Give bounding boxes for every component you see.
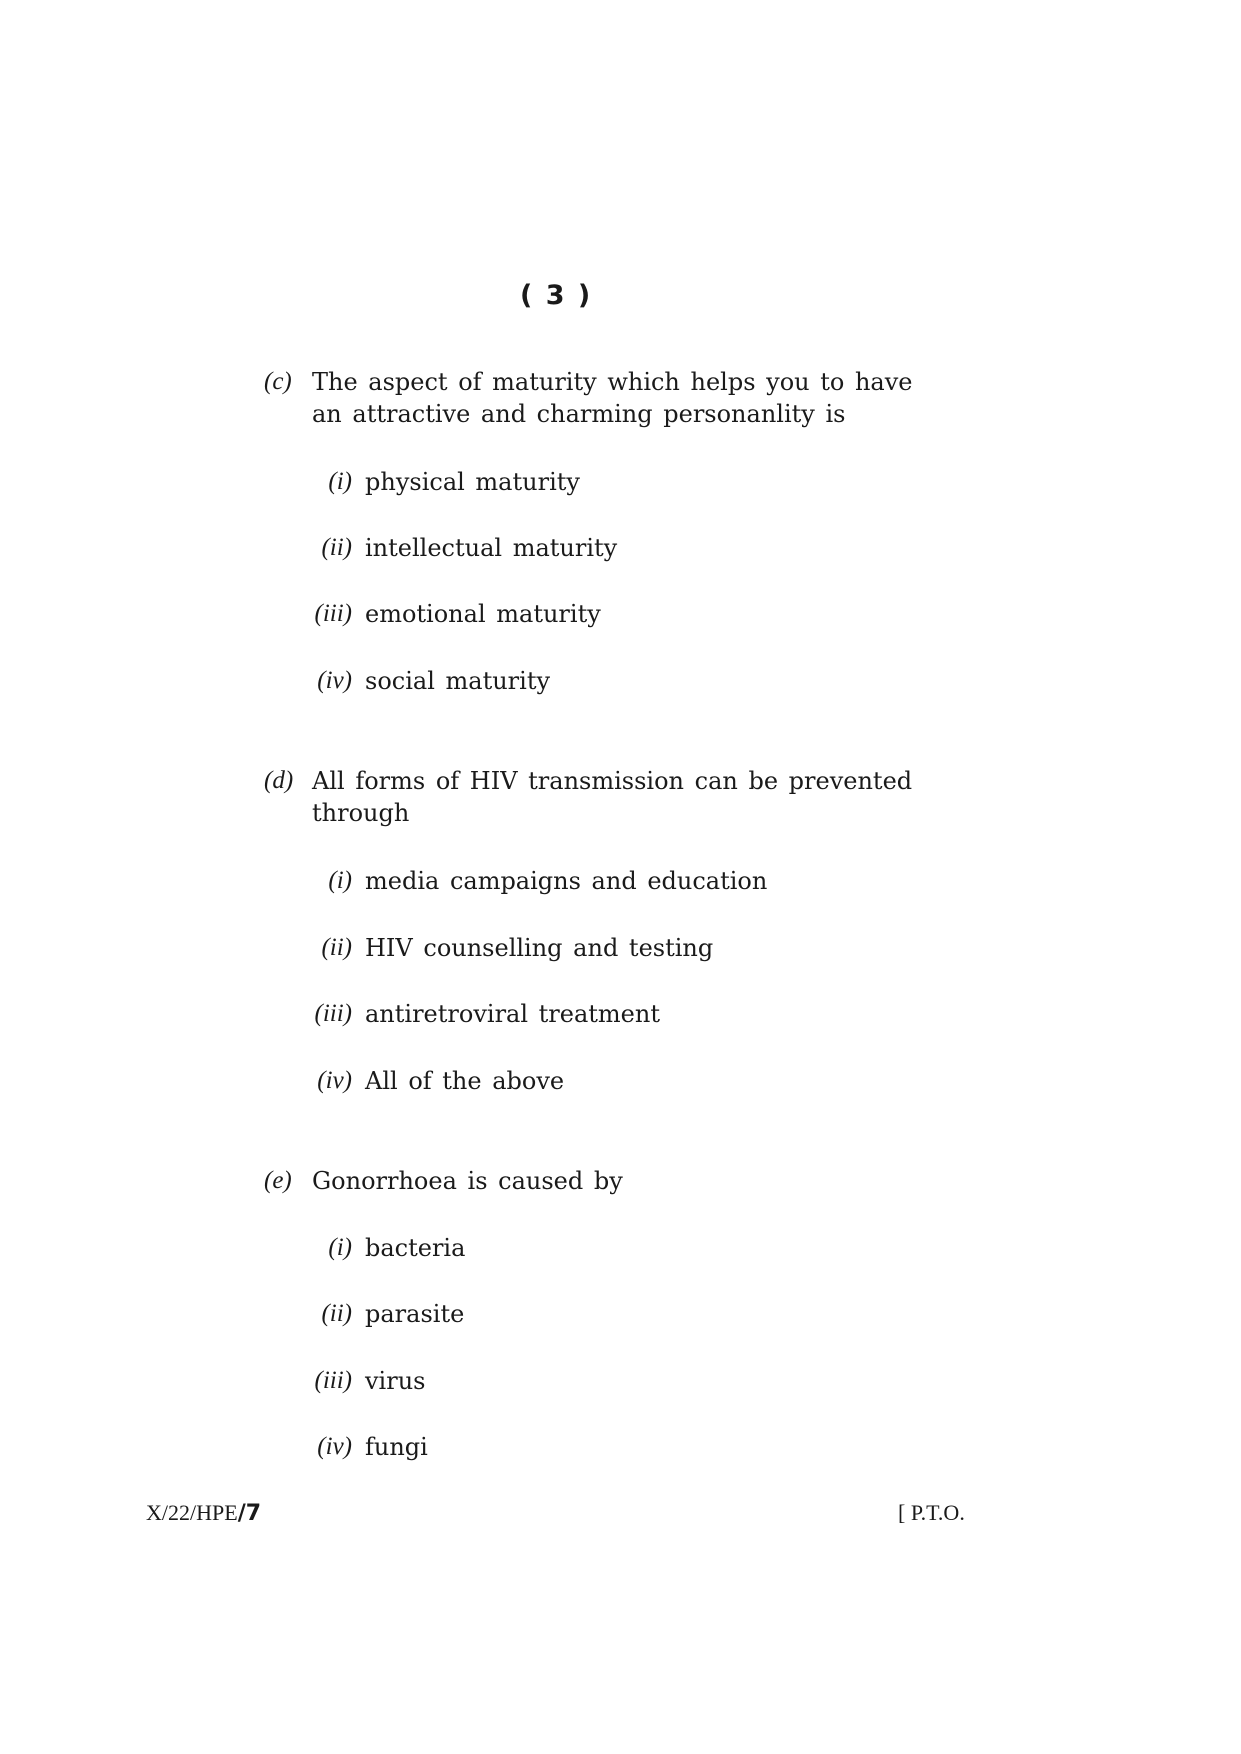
option-c-iv	[264, 665, 824, 697]
option-text: HIV counselling and testing	[365, 934, 714, 962]
option-c-ii	[264, 532, 824, 564]
question-c	[264, 366, 924, 430]
option-marker: (iii)	[314, 1367, 352, 1394]
question-marker: (c)	[264, 368, 292, 395]
option-d-iv	[264, 1065, 824, 1097]
question-marker: (d)	[264, 767, 294, 794]
question-text: All forms of HIV transmission can be prevented through	[312, 767, 913, 827]
paper-code	[146, 1500, 261, 1526]
option-marker: (i)	[328, 468, 352, 495]
option-marker: (iv)	[317, 1067, 352, 1094]
option-text: virus	[365, 1367, 426, 1395]
paper-code-prefix: X/22/HPE	[146, 1500, 238, 1525]
question-marker: (e)	[264, 1167, 292, 1194]
option-text: All of the above	[365, 1067, 565, 1095]
option-e-iv	[264, 1431, 824, 1463]
paper-code-suffix: /7	[237, 1501, 262, 1526]
option-text: intellectual maturity	[365, 534, 618, 562]
option-e-i	[264, 1232, 824, 1264]
page-number: ( 3 )	[520, 280, 593, 311]
option-marker: (iii)	[314, 600, 352, 627]
option-marker: (i)	[328, 867, 352, 894]
question-text: Gonorrhoea is caused by	[312, 1167, 623, 1195]
option-text: parasite	[365, 1300, 465, 1328]
pto-note: [ P.T.O.	[898, 1500, 965, 1525]
option-text: emotional maturity	[365, 600, 601, 628]
option-marker: (ii)	[321, 534, 352, 561]
option-text: social maturity	[365, 667, 551, 695]
option-marker: (ii)	[321, 934, 352, 961]
question-e	[264, 1165, 924, 1197]
option-marker: (ii)	[321, 1300, 352, 1327]
option-text: physical maturity	[365, 468, 580, 496]
option-d-i	[264, 865, 824, 897]
option-marker: (i)	[328, 1234, 352, 1261]
option-marker: (iii)	[314, 1000, 352, 1027]
option-marker: (iv)	[317, 667, 352, 694]
option-text: media campaigns and education	[365, 867, 768, 895]
option-c-iii	[264, 598, 824, 630]
option-text: bacteria	[365, 1234, 466, 1262]
option-e-iii	[264, 1365, 824, 1397]
option-text: fungi	[365, 1433, 428, 1461]
question-text: The aspect of maturity which helps you to have an attractive and charming personanlity is	[312, 368, 913, 428]
question-d	[264, 765, 924, 829]
option-c-i	[264, 466, 824, 498]
option-text: antiretroviral treatment	[365, 1000, 660, 1028]
option-marker: (iv)	[317, 1433, 352, 1460]
option-e-ii	[264, 1298, 824, 1330]
option-d-iii	[264, 998, 824, 1030]
option-d-ii	[264, 932, 824, 964]
